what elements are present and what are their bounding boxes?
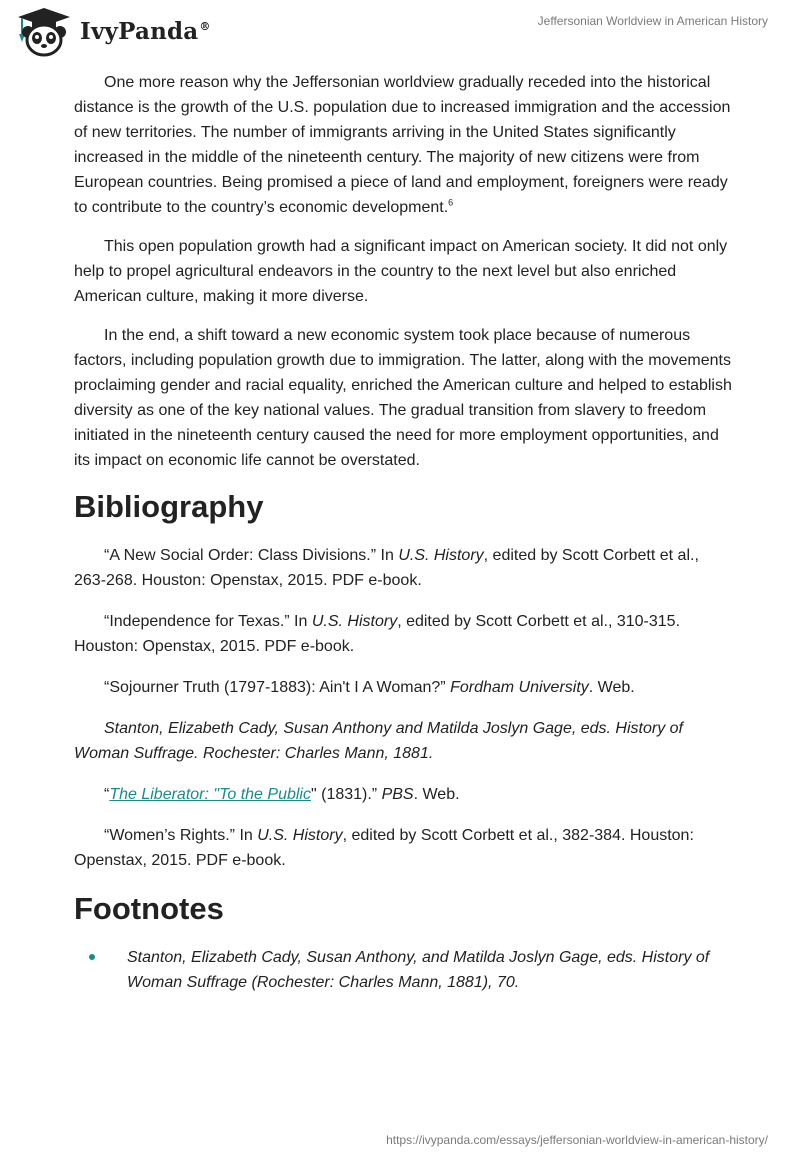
bibliography-entry: “Women’s Rights.” In U.S. History, edited by Scott Corbett et al., 382-384. Houston: Openstax, 2015. PDF e-book. bbox=[74, 827, 694, 869]
liberator-link[interactable]: The Liberator: "To the Public bbox=[109, 786, 311, 803]
bibliography-entry: “Sojourner Truth (1797-1883): Ain't I A Woman?” Fordham University. Web. bbox=[104, 679, 635, 696]
footnotes-list bbox=[74, 945, 734, 995]
paragraph: In the end, a shift toward a new economic system took place because of numerous factors, including population growth due to immigration. The latter, along with the movements proclaiming gender and racial equality, enriched the American culture and helped to establish diversity as one of the key national values. The gradual transition from slavery to freedom initiated in the nineteenth century caused the need for more employment opportunities, and its impact on economic life cannot be overstated. bbox=[74, 327, 732, 469]
bullet-icon bbox=[89, 954, 95, 960]
paragraph: This open population growth had a significant impact on American society. It did not only help to propel agricultural endeavors in the country to the next level but also enriched American culture, making it more diverse. bbox=[74, 238, 728, 305]
panda-logo-icon[interactable] bbox=[14, 6, 76, 58]
bibliography-entry: Stanton, Elizabeth Cady, Susan Anthony and Matilda Joslyn Gage, eds. History of Woman Suffrage. Rochester: Charles Mann, 1881. bbox=[74, 720, 683, 762]
bibliography-list bbox=[74, 543, 734, 873]
brand-name[interactable]: IvyPanda® bbox=[80, 18, 211, 45]
article-body bbox=[74, 70, 734, 995]
bibliography-entry: “A New Social Order: Class Divisions.” In U.S. History, edited by Scott Corbett et al., 263-268. Houston: Openstax, 2015. PDF e-book. bbox=[74, 547, 699, 589]
bibliography-entry: “Independence for Texas.” In U.S. History, edited by Scott Corbett et al., 310-315. Houston: Openstax, 2015. PDF e-book. bbox=[74, 613, 681, 655]
footnote-item: Stanton, Elizabeth Cady, Susan Anthony, and Matilda Joslyn Gage, eds. History of Woman Suffrage (Rochester: Charles Mann, 1881), 70. bbox=[74, 945, 734, 995]
footnotes-heading: Footnotes bbox=[74, 891, 224, 926]
document-title: Jeffersonian Worldview in American History bbox=[537, 14, 768, 28]
paragraph: One more reason why the Jeffersonian worldview gradually receded into the historical distance is the growth of the U.S. population due to increased immigration and the accession of new territories. The number of immigrants arriving in the United States significantly increased in the middle of the nineteenth century. The majority of new citizens were from European countries. Being promised a piece of land and employment, foreigners were ready to contribute to the country’s economic development.$^6$ bbox=[74, 74, 731, 216]
bibliography-entry: “The Liberator: "To the Public" (1831).” PBS. Web. bbox=[104, 786, 460, 803]
source-url: https://ivypanda.com/essays/jeffersonian-worldview-in-american-history/ bbox=[386, 1133, 768, 1147]
footnote-ref[interactable]: 6 bbox=[448, 197, 454, 208]
bibliography-heading: Bibliography bbox=[74, 489, 264, 524]
page-header bbox=[0, 0, 800, 66]
